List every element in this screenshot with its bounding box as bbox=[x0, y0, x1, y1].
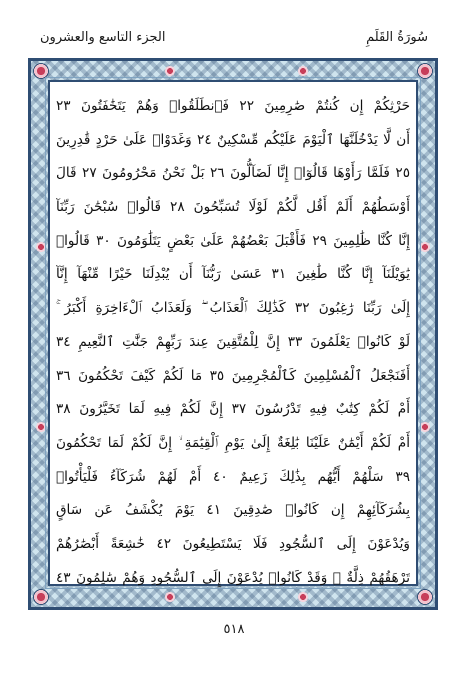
text-line: ٢٥ فَلَمَّا رَأَوْهَا قَالُوٓا۟ إِنَّا لَضَآلُّونَ ٢٦ بَلْ نَحْنُ مَحْرُومُونَ ٢٧ قَالَ bbox=[56, 165, 410, 182]
text-line: ٣٩ سَلْهُمْ أَيُّهُم بِذَٰلِكَ زَعِيمٌ ٤٠ أَمْ لَهُمْ شُرَكَآءُ فَلْيَأْتُوا۟ bbox=[56, 468, 410, 485]
text-line: تَرْهَقُهُمْ ذِلَّةٌ ۖ وَقَدْ كَانُوا۟ يُدْعَوْنَ إِلَى ٱلسُّجُودِ وَهُمْ سَٰلِمُونَ ٤٣ bbox=[56, 569, 410, 586]
text-line: إِلَىٰ رَبِّنَا رَٰغِبُونَ ٣٢ كَذَٰلِكَ ٱلْعَذَابُ ۖ وَلَعَذَابُ ٱلْءَاخِرَةِ أَكْبَرُ ۚ bbox=[56, 300, 410, 317]
text-line: أَوْسَطُهُمْ أَلَمْ أَقُل لَّكُمْ لَوْلَا تُسَبِّحُونَ ٢٨ قَالُوا۟ سُبْحَٰنَ رَبِّنَآ bbox=[56, 199, 410, 216]
rosette-ornament-icon bbox=[35, 421, 47, 433]
text-line: إِنَّا كُنَّا ظَٰلِمِينَ ٢٩ فَأَقْبَلَ بَعْضُهُمْ عَلَىٰ بَعْضٍ يَتَلَٰوَمُونَ ٣٠ قَالُوا۟ bbox=[56, 232, 410, 249]
text-line: أَمْ لَكُمْ كِتَٰبٌ فِيهِ تَدْرُسُونَ ٣٧ إِنَّ لَكُمْ فِيهِ لَمَا تَخَيَّرُونَ ٣٨ bbox=[56, 401, 410, 418]
corner-ornament-icon bbox=[33, 589, 49, 605]
rosette-ornament-icon bbox=[297, 65, 309, 77]
text-line: بِشُرَكَآئِهِمْ إِن كَانُوا۟ صَٰدِقِينَ ٤١ يَوْمَ يُكْشَفُ عَن سَاقٍ bbox=[56, 502, 410, 519]
corner-ornament-icon bbox=[33, 63, 49, 79]
text-line: لَوْ كَانُوا۟ يَعْلَمُونَ ٣٣ إِنَّ لِلْمُتَّقِينَ عِندَ رَبِّهِمْ جَنَّٰتِ ٱلنَّعِيمِ ٣٤ bbox=[56, 333, 410, 350]
text-line: أَفَنَجْعَلُ ٱلْمُسْلِمِينَ كَٱلْمُجْرِمِينَ ٣٥ مَا لَكُمْ كَيْفَ تَحْكُمُونَ ٣٦ bbox=[56, 367, 410, 384]
rosette-ornament-icon bbox=[419, 241, 431, 253]
corner-ornament-icon bbox=[417, 589, 433, 605]
quran-text-block bbox=[48, 80, 418, 586]
text-line: أَمْ لَكُمْ أَيْمَٰنٌ عَلَيْنَا بَٰلِغَةٌ إِلَىٰ يَوْمِ ٱلْقِيَٰمَةِ ۙ إِنَّ لَكُمْ لَمَا تَحْكُمُونَ bbox=[56, 434, 410, 451]
page-number: ٥١٨ bbox=[223, 622, 245, 637]
surah-name: سُورَةُ القَلَمِ bbox=[366, 29, 428, 45]
rosette-ornament-icon bbox=[164, 65, 176, 77]
corner-ornament-icon bbox=[417, 63, 433, 79]
rosette-ornament-icon bbox=[35, 241, 47, 253]
text-line: أَن لَّا يَدْخُلَنَّهَا ٱلْيَوْمَ عَلَيْكُم مِّسْكِينٌ ٢٤ وَغَدَوْا۟ عَلَىٰ حَرْدٍ قَٰدِرِينَ bbox=[56, 131, 410, 148]
page-header bbox=[40, 26, 428, 48]
text-line: يَٰوَيْلَنَآ إِنَّا كُنَّا طَٰغِينَ ٣١ عَسَىٰ رَبُّنَآ أَن يُبْدِلَنَا خَيْرًا مِّنْهَآ إِنَّآ bbox=[56, 266, 410, 283]
text-line: حَرْثِكُمْ إِن كُنتُمْ صَٰرِمِينَ ٢٢ فَٱنطَلَقُوا۟ وَهُمْ يَتَخَٰفَتُونَ ٢٣ bbox=[56, 98, 410, 114]
juz-name: الجزء التاسع والعشرون bbox=[40, 29, 166, 45]
rosette-ornament-icon bbox=[419, 421, 431, 433]
text-line: وَيُدْعَوْنَ إِلَى ٱلسُّجُودِ فَلَا يَسْتَطِيعُونَ ٤٢ خَٰشِعَةً أَبْصَٰرُهُمْ bbox=[56, 535, 410, 552]
